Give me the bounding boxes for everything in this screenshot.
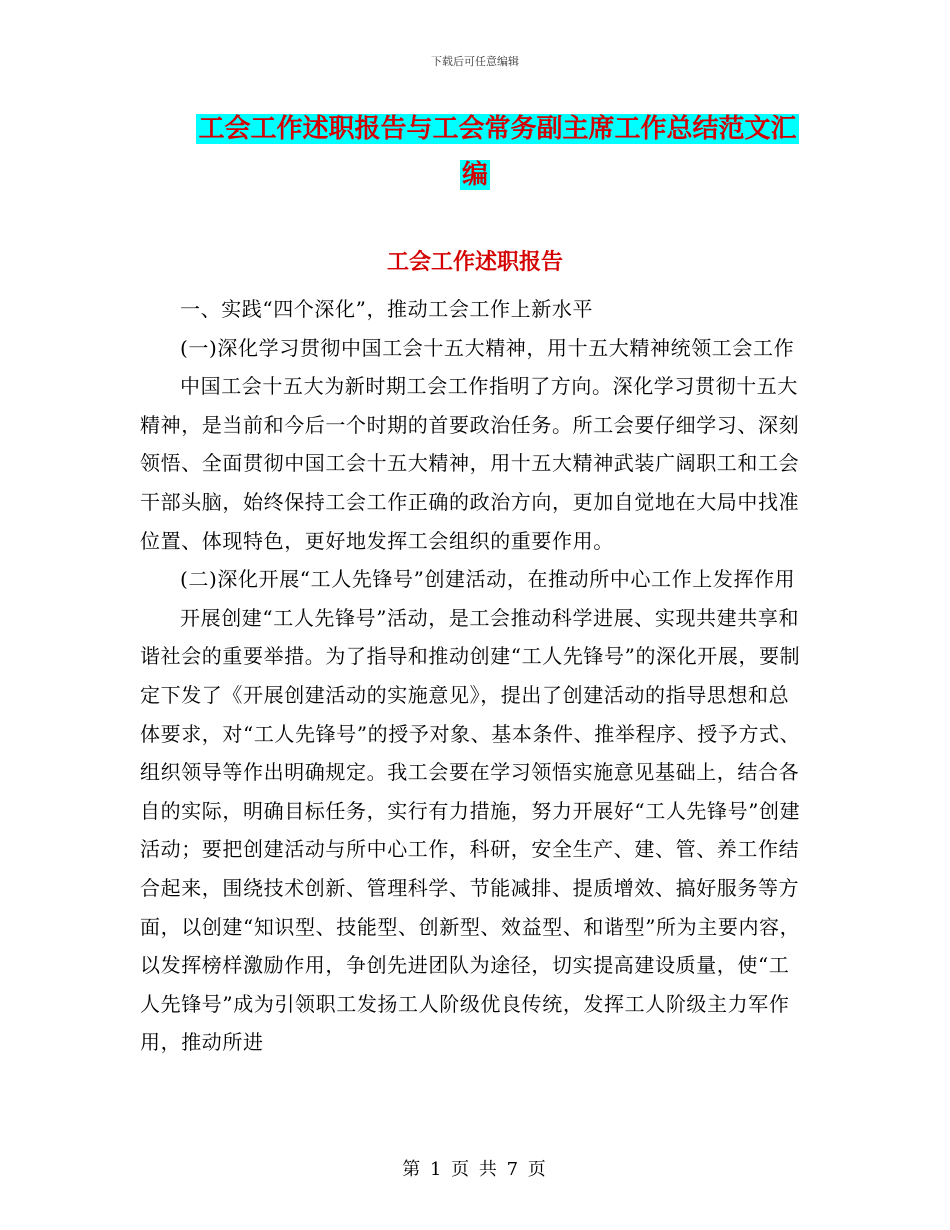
heading-level-1: 一、实践“四个深化”，推动工会工作上新水平 [180, 297, 594, 321]
paragraph: 开展创建“工人先锋号”活动，是工会推动科学进展、实现共建共享和谐社会的重要举措。为了指导和推动创建“工人先锋号”的深化开展，要制定下发了《开展创建活动的实施意见》，提出了创建活动的指导思想和总体要求，对“工人先锋号”的授予对象、基本条件、推举程序、授予方式、组织领导等作出明确规定。我工会要在学习领悟实施意见基础上，结合各自的实际，明确目标任务，实行有力措施，努力开展好“工人先锋号”创建活动；要把创建活动与所中心工作，科研，安全生产、建、管、养工作结合起来，围绕技术创新、管理科学、节能减排、提质增效、搞好服务等方面，以创建“知识型、技能型、创新型、效益型、和谐型”所为主要内容，以发挥榜样激励作用，争创先进团队为途径，切实提高建设质量，使“工人先锋号”成为引领职工发扬工人阶级优良传统，发挥工人阶级主力军作用，推动所进 [140, 605, 801, 1055]
page-footer: 第 1 页 共 7 页 [402, 1159, 548, 1180]
heading-level-2: (一)深化学习贯彻中国工会十五大精神，用十五大精神统领工会工作 [180, 335, 795, 360]
title-line-1: 工会工作述职报告与工会常务副主席工作总结范文汇 [198, 114, 797, 144]
body-text [140, 290, 802, 1062]
section-title: 工会工作述职报告 [386, 249, 563, 275]
document-title [0, 106, 950, 198]
heading-level-2: (二)深化开展“工人先锋号”创建活动，在推动所中心工作上发挥作用 [180, 567, 796, 592]
header-note: 下载后可任意编辑 [431, 55, 519, 68]
title-line-2: 编 [461, 160, 488, 190]
paragraph: 中国工会十五大为新时期工会工作指明了方向。深化学习贯彻十五大精神，是当前和今后一个时期的首要政治任务。所工会要仔细学习、深刻领悟、全面贯彻中国工会十五大精神，用十五大精神武装广阔职工和工会干部头脑，始终保持工会工作正确的政治方向，更加自觉地在大局中找准位置、体现特色，更好地发挥工会组织的重要作用。 [140, 374, 800, 553]
